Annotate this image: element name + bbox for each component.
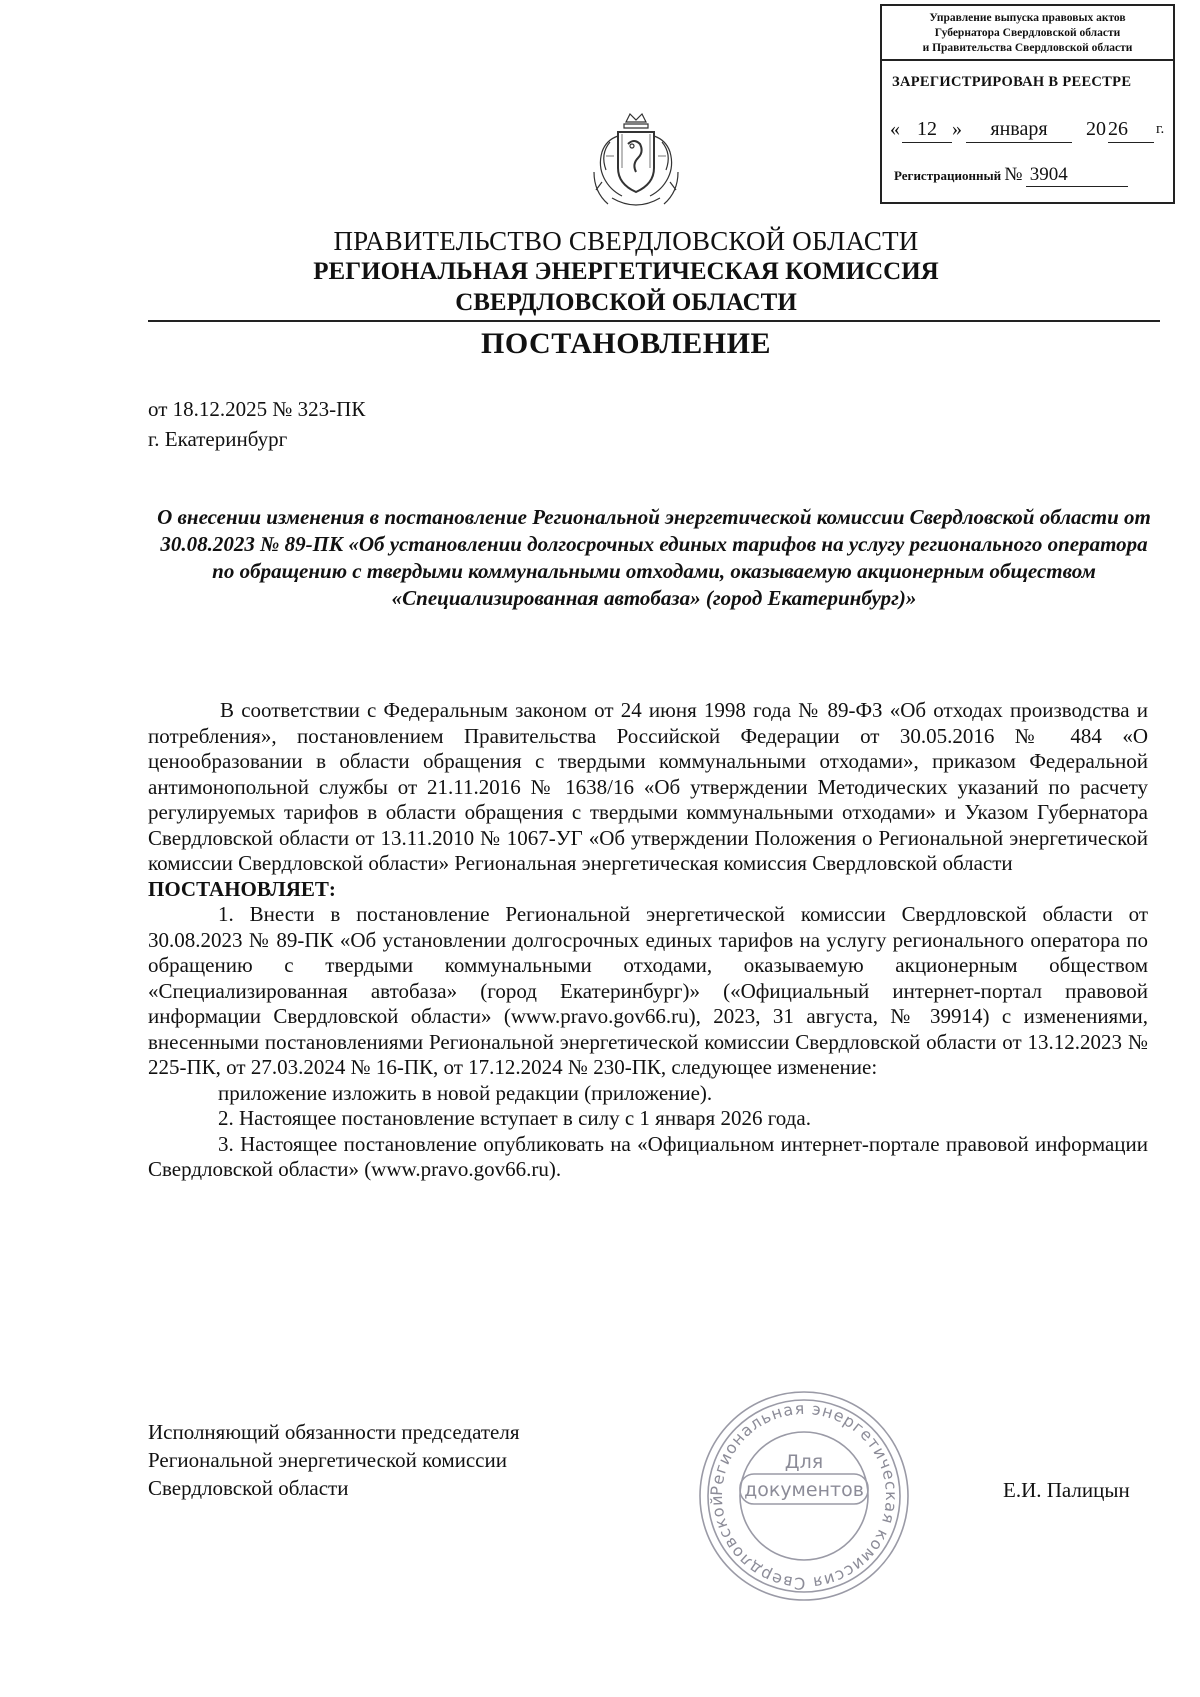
commission-title-line1: РЕГИОНАЛЬНАЯ ЭНЕРГЕТИЧЕСКАЯ КОМИССИЯ xyxy=(313,258,939,285)
quote-open: « xyxy=(890,118,900,140)
item-3: 3. Настоящее постановление опубликовать на «Официальном интернет-портале правовой информации Свердловской области» (www.pravo.gov66.ru). xyxy=(148,1131,1148,1181)
quote-close: » xyxy=(952,118,962,140)
document-body xyxy=(148,698,1148,1183)
coat-of-arms-icon xyxy=(588,112,684,219)
header-divider xyxy=(148,320,1160,322)
office-line: Губернатора Свердловской области xyxy=(934,27,1121,39)
signer-name: Е.И. Палицын xyxy=(1003,1478,1130,1502)
registration-title: ЗАРЕГИСТРИРОВАН В РЕЕСТРЕ xyxy=(892,74,1132,90)
official-stamp xyxy=(694,1386,914,1606)
signer-position xyxy=(148,1418,520,1502)
government-title: ПРАВИТЕЛЬСТВО СВЕРДЛОВСКОЙ ОБЛАСТИ xyxy=(333,226,919,256)
commission-title-line2: СВЕРДЛОВСКОЙ ОБЛАСТИ xyxy=(455,289,797,316)
registration-number xyxy=(894,164,1128,187)
resolve-heading: ПОСТАНОВЛЯЕТ: xyxy=(148,876,336,901)
registration-year-prefix: 20 xyxy=(1086,118,1106,140)
office-line: Управление выпуска правовых актов xyxy=(929,12,1126,24)
registration-day: 12 xyxy=(902,118,952,143)
signer-position-line: Свердловской области xyxy=(148,1476,349,1500)
office-line: и Правительства Свердловской области xyxy=(922,42,1133,54)
document-meta xyxy=(148,394,365,454)
preamble-paragraph: В соответствии с Федеральным законом от 24 июня 1998 года № 89-ФЗ «Об отходах производства и потребления», постановлением Правительства Российской Федерации от 30.05.2016 № 484 «О ценообразовании в области обращения с твердыми коммунальными отходами», приказом Федеральной антимонопольной службы от 21.11.2016 № 1638/16 «Об утверждении Методических указаний по расчету регулируемых тарифов в области обращения с твердыми коммунальными отходами» и Указом Губернатора Свердловской области от 13.11.2010 № 1067-УГ «Об утверждении Положения о Региональной энергетической комиссии Свердловской области» Региональная энергетическая комиссия Свердловской области xyxy=(148,698,1148,875)
registration-number-label: Регистрационный xyxy=(894,168,1002,183)
number-sign: № xyxy=(1004,164,1023,185)
registration-year-suffix: 26 xyxy=(1108,118,1154,143)
registration-month: января xyxy=(966,118,1072,143)
stamp-center-line2: документов xyxy=(744,1479,864,1501)
year-abbr: г. xyxy=(1156,121,1165,137)
stamp-ring-text: Региональная энергетическая комиссия Свердловской xyxy=(706,1398,902,1594)
signer-position-line: Региональной энергетической комиссии xyxy=(148,1448,507,1472)
item-2: 2. Настоящее постановление вступает в силу с 1 января 2026 года. xyxy=(218,1106,811,1130)
document-subject: О внесении изменения в постановление Региональной энергетической комиссии Свердловской области от 30.08.2023 № 89-ПК «Об установлении долгосрочных единых тарифов на услугу регионального оператора по обращению с твердыми коммунальными отходами, оказываемую акционерным обществом «Специализированная автобаза» (город Екатеринбург)» xyxy=(157,505,1151,610)
city: г. Екатеринбург xyxy=(148,427,288,451)
registration-number-value: 3904 xyxy=(1026,164,1128,187)
date-number: от 18.12.2025 № 323-ПК xyxy=(148,397,366,421)
document-type: ПОСТАНОВЛЕНИЕ xyxy=(481,327,771,360)
registration-office xyxy=(882,6,1173,61)
signer-position-line: Исполняющий обязанности председателя xyxy=(148,1420,520,1444)
item-1: 1. Внести в постановление Региональной энергетической комиссии Свердловской области от 30.08.2023 № 89-ПК «Об установлении долгосрочных единых тарифов на услугу регионального оператора по обращению с твердыми коммунальными отходами, оказываемую акционерным обществом «Специализированная автобаза» (город Екатеринбург)» («Официальный интернет-портал правовой информации Свердловской области» (www.pravo.gov66.ru), 2023, 31 августа, № 39914) с изменениями, внесенными постановлениями Региональной энергетической комиссии Свердловской области от 13.12.2023 № 225-ПК, от 27.03.2024 № 16-ПК, от 17.12.2024 № 230-ПК, следующее изменение: xyxy=(148,902,1148,1079)
stamp-center-line1: Для xyxy=(784,1451,824,1473)
registration-box xyxy=(880,4,1175,204)
item-1-sub: приложение изложить в новой редакции (приложение). xyxy=(218,1080,713,1105)
